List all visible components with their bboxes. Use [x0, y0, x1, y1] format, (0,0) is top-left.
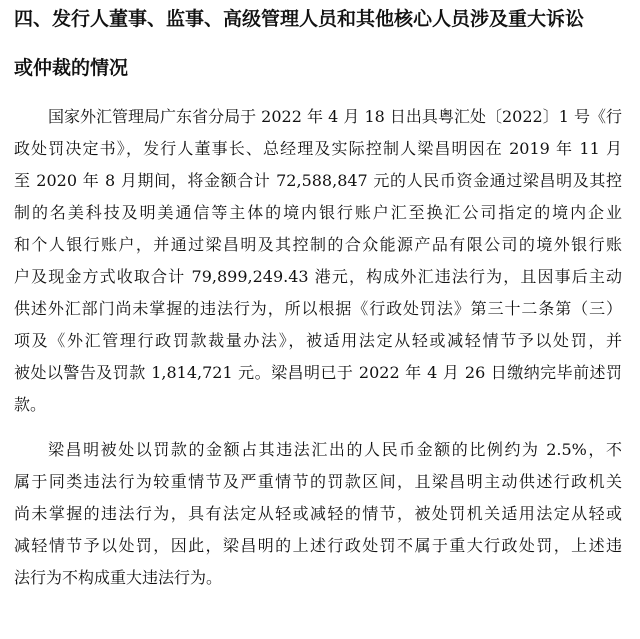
paragraph-1-line: 供述外汇部门尚未掌握的违法行为，所以根据《行政处罚法》第三十二条第（三） [14, 299, 622, 318]
paragraph-1-line: 和个人银行账户，并通过梁昌明及其控制的合众能源产品有限公司的境外银行账 [14, 235, 622, 254]
paragraph-1-line: 被处以警告及罚款 1,814,721 元。梁昌明已于 2022 年 4 月 26 日缴纳完毕前述罚 [14, 363, 622, 382]
paragraph-2-line: 梁昌明被处以罚款的金额占其违法汇出的人民币金额的比例约为 2.5%，不 [48, 440, 622, 459]
section-heading-line-1: 四、发行人董事、监事、高级管理人员和其他核心人员涉及重大诉讼 [14, 8, 585, 30]
paragraph-2-line: 属于同类违法行为较重情节及严重情节的罚款区间，且梁昌明主动供述行政机关 [14, 472, 622, 491]
paragraph-1-line: 国家外汇管理局广东省分局于 2022 年 4 月 18 日出具粤汇处〔2022〕1 号《行 [48, 107, 622, 126]
paragraph-1-line: 项及《外汇管理行政罚款裁量办法》，被适用法定从轻或减轻情节予以处罚，并 [14, 331, 622, 350]
paragraph-1-line: 款。 [14, 395, 47, 414]
paragraph-2-line: 尚未掌握的违法行为，具有法定从轻或减轻的情节，被处罚机关适用法定从轻或 [14, 504, 622, 523]
paragraph-2-line: 减轻情节予以处罚，因此，梁昌明的上述行政处罚不属于重大行政处罚，上述违 [14, 536, 622, 555]
paragraph-1-line: 政处罚决定书》，发行人董事长、总经理及实际控制人梁昌明因在 2019 年 11 月 [14, 139, 622, 158]
paragraph-2-line: 法行为不构成重大违法行为。 [14, 568, 223, 587]
section-heading-line-2: 或仲裁的情况 [14, 57, 129, 79]
paragraph-1-line: 制的名美科技及明美通信等主体的境内银行账户汇至换汇公司指定的境内企业 [14, 203, 622, 222]
paragraph-1-line: 户及现金方式收取合计 79,899,249.43 港元，构成外汇违法行为，且因事后主动 [14, 267, 622, 286]
paragraph-1-line: 至 2020 年 8 月期间，将金额合计 72,588,847 元的人民币资金通过梁昌明及其控 [14, 171, 622, 190]
